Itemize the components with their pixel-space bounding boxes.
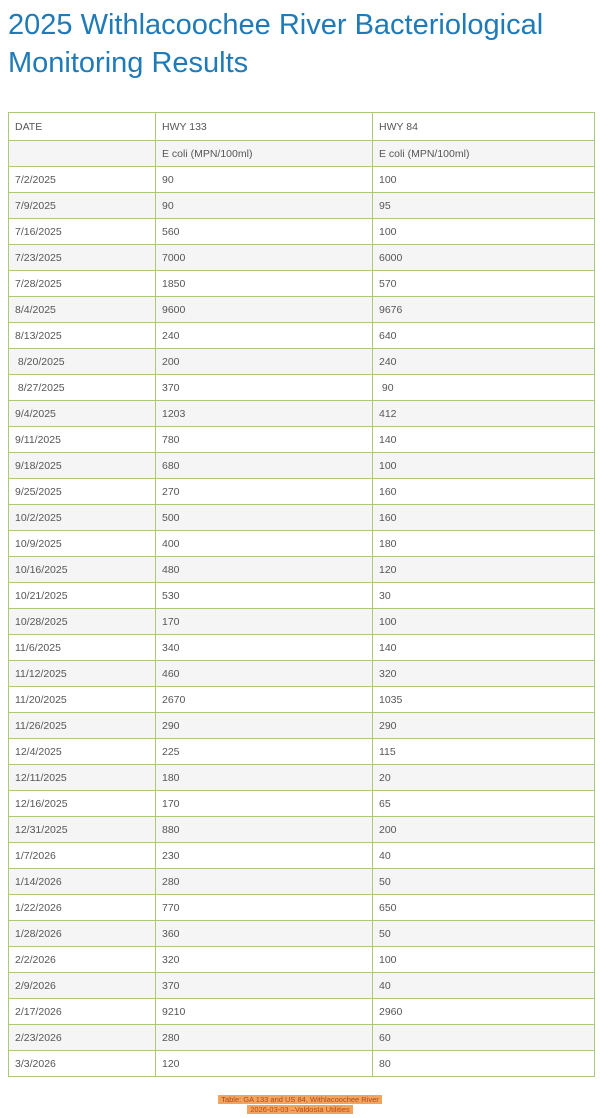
cell-hwy133-ecoli: 240 — [156, 323, 373, 349]
cell-hwy133-ecoli: 90 — [156, 193, 373, 219]
column-header-hwy133: HWY 133 — [156, 113, 373, 141]
cell-hwy133-ecoli: 170 — [156, 791, 373, 817]
table-row — [9, 557, 595, 583]
table-row — [9, 479, 595, 505]
table-caption-line1: Table: GA 133 and US 84, Withlacoochee River — [218, 1095, 382, 1104]
table-header-row — [9, 113, 595, 141]
table-row — [9, 1051, 595, 1077]
cell-hwy133-ecoli: 9600 — [156, 297, 373, 323]
table-row — [9, 167, 595, 193]
cell-hwy84-ecoli: 100 — [373, 167, 595, 193]
cell-hwy133-ecoli: 7000 — [156, 245, 373, 271]
cell-hwy84-ecoli: 1035 — [373, 687, 595, 713]
cell-hwy84-ecoli: 650 — [373, 895, 595, 921]
column-header-hwy84: HWY 84 — [373, 113, 595, 141]
cell-hwy133-ecoli: 770 — [156, 895, 373, 921]
cell-hwy133-ecoli: 180 — [156, 765, 373, 791]
table-row — [9, 505, 595, 531]
cell-hwy84-ecoli: 412 — [373, 401, 595, 427]
cell-hwy133-ecoli: 460 — [156, 661, 373, 687]
table-row — [9, 661, 595, 687]
cell-hwy133-ecoli: 680 — [156, 453, 373, 479]
table-body — [9, 167, 595, 1077]
cell-hwy133-ecoli: 280 — [156, 1025, 373, 1051]
table-row — [9, 193, 595, 219]
cell-hwy84-ecoli: 50 — [373, 921, 595, 947]
table-row — [9, 453, 595, 479]
cell-date: 7/16/2025 — [9, 219, 156, 245]
column-header-date: DATE — [9, 113, 156, 141]
cell-hwy133-ecoli: 1203 — [156, 401, 373, 427]
cell-hwy84-ecoli: 320 — [373, 661, 595, 687]
table-row — [9, 349, 595, 375]
cell-date: 9/18/2025 — [9, 453, 156, 479]
table-row — [9, 921, 595, 947]
cell-date: 1/7/2026 — [9, 843, 156, 869]
page-title-line2: Monitoring Results — [8, 47, 249, 79]
table-row — [9, 245, 595, 271]
cell-hwy133-ecoli: 360 — [156, 921, 373, 947]
cell-date: 8/13/2025 — [9, 323, 156, 349]
cell-hwy84-ecoli: 9676 — [373, 297, 595, 323]
cell-hwy84-ecoli: 140 — [373, 635, 595, 661]
cell-hwy84-ecoli: 160 — [373, 505, 595, 531]
table-row — [9, 817, 595, 843]
cell-date: 10/2/2025 — [9, 505, 156, 531]
cell-date: 9/25/2025 — [9, 479, 156, 505]
subheader-blank — [9, 141, 156, 167]
cell-date: 2/17/2026 — [9, 999, 156, 1025]
cell-date: 10/21/2025 — [9, 583, 156, 609]
cell-date: 2/23/2026 — [9, 1025, 156, 1051]
cell-date: 10/16/2025 — [9, 557, 156, 583]
cell-date: 7/28/2025 — [9, 271, 156, 297]
table-row — [9, 609, 595, 635]
cell-hwy84-ecoli: 570 — [373, 271, 595, 297]
table-row — [9, 1025, 595, 1051]
cell-hwy84-ecoli: 240 — [373, 349, 595, 375]
cell-hwy133-ecoli: 270 — [156, 479, 373, 505]
cell-hwy133-ecoli: 880 — [156, 817, 373, 843]
table-row — [9, 219, 595, 245]
cell-date: 7/2/2025 — [9, 167, 156, 193]
table-row — [9, 713, 595, 739]
cell-date: 7/9/2025 — [9, 193, 156, 219]
cell-date: 9/11/2025 — [9, 427, 156, 453]
cell-hwy84-ecoli: 60 — [373, 1025, 595, 1051]
cell-date: 8/27/2025 — [9, 375, 156, 401]
page-title — [8, 6, 600, 82]
cell-date: 9/4/2025 — [9, 401, 156, 427]
cell-date: 11/12/2025 — [9, 661, 156, 687]
cell-hwy133-ecoli: 340 — [156, 635, 373, 661]
cell-hwy133-ecoli: 530 — [156, 583, 373, 609]
cell-hwy84-ecoli: 640 — [373, 323, 595, 349]
table-caption-line2: 2026-03-03 –Valdosta Utilities — [247, 1105, 353, 1114]
cell-hwy133-ecoli: 225 — [156, 739, 373, 765]
cell-date: 12/11/2025 — [9, 765, 156, 791]
table-caption — [0, 1095, 600, 1115]
cell-hwy133-ecoli: 560 — [156, 219, 373, 245]
table-row — [9, 297, 595, 323]
cell-hwy133-ecoli: 400 — [156, 531, 373, 557]
cell-hwy84-ecoli: 200 — [373, 817, 595, 843]
cell-hwy133-ecoli: 2670 — [156, 687, 373, 713]
table-row — [9, 791, 595, 817]
table-row — [9, 427, 595, 453]
cell-hwy84-ecoli: 115 — [373, 739, 595, 765]
cell-date: 11/20/2025 — [9, 687, 156, 713]
cell-hwy84-ecoli: 2960 — [373, 999, 595, 1025]
cell-hwy133-ecoli: 9210 — [156, 999, 373, 1025]
cell-date: 1/28/2026 — [9, 921, 156, 947]
cell-date: 10/28/2025 — [9, 609, 156, 635]
table-row — [9, 375, 595, 401]
cell-hwy84-ecoli: 100 — [373, 219, 595, 245]
cell-hwy84-ecoli: 20 — [373, 765, 595, 791]
subheader-ecoli-hwy133: E coli (MPN/100ml) — [156, 141, 373, 167]
cell-hwy84-ecoli: 6000 — [373, 245, 595, 271]
cell-date: 7/23/2025 — [9, 245, 156, 271]
cell-hwy84-ecoli: 160 — [373, 479, 595, 505]
cell-hwy133-ecoli: 120 — [156, 1051, 373, 1077]
table-row — [9, 583, 595, 609]
cell-date: 12/16/2025 — [9, 791, 156, 817]
page-title-line1: 2025 Withlacoochee River Bacteriological — [8, 9, 544, 41]
cell-date: 8/20/2025 — [9, 349, 156, 375]
table-row — [9, 323, 595, 349]
cell-hwy84-ecoli: 100 — [373, 947, 595, 973]
table-row — [9, 271, 595, 297]
cell-date: 2/9/2026 — [9, 973, 156, 999]
cell-date: 12/31/2025 — [9, 817, 156, 843]
cell-date: 11/26/2025 — [9, 713, 156, 739]
cell-date: 2/2/2026 — [9, 947, 156, 973]
cell-hwy133-ecoli: 280 — [156, 869, 373, 895]
cell-hwy84-ecoli: 40 — [373, 973, 595, 999]
cell-hwy133-ecoli: 480 — [156, 557, 373, 583]
cell-hwy84-ecoli: 65 — [373, 791, 595, 817]
table-row — [9, 739, 595, 765]
cell-hwy133-ecoli: 780 — [156, 427, 373, 453]
table-row — [9, 765, 595, 791]
cell-hwy84-ecoli: 95 — [373, 193, 595, 219]
cell-date: 1/14/2026 — [9, 869, 156, 895]
cell-date: 1/22/2026 — [9, 895, 156, 921]
cell-hwy133-ecoli: 170 — [156, 609, 373, 635]
cell-hwy133-ecoli: 370 — [156, 973, 373, 999]
cell-hwy133-ecoli: 230 — [156, 843, 373, 869]
table-row — [9, 687, 595, 713]
table-row — [9, 635, 595, 661]
cell-hwy84-ecoli: 120 — [373, 557, 595, 583]
cell-hwy133-ecoli: 1850 — [156, 271, 373, 297]
cell-hwy84-ecoli: 50 — [373, 869, 595, 895]
cell-hwy84-ecoli: 90 — [373, 375, 595, 401]
cell-hwy84-ecoli: 80 — [373, 1051, 595, 1077]
cell-hwy84-ecoli: 30 — [373, 583, 595, 609]
cell-date: 3/3/2026 — [9, 1051, 156, 1077]
cell-hwy133-ecoli: 290 — [156, 713, 373, 739]
cell-hwy133-ecoli: 200 — [156, 349, 373, 375]
cell-date: 10/9/2025 — [9, 531, 156, 557]
cell-hwy84-ecoli: 290 — [373, 713, 595, 739]
table-row — [9, 869, 595, 895]
monitoring-results-table — [8, 112, 595, 1077]
table-row — [9, 843, 595, 869]
cell-hwy133-ecoli: 370 — [156, 375, 373, 401]
table-row — [9, 973, 595, 999]
table-row — [9, 895, 595, 921]
cell-hwy133-ecoli: 90 — [156, 167, 373, 193]
cell-hwy84-ecoli: 180 — [373, 531, 595, 557]
cell-hwy133-ecoli: 320 — [156, 947, 373, 973]
cell-date: 11/6/2025 — [9, 635, 156, 661]
cell-date: 12/4/2025 — [9, 739, 156, 765]
cell-hwy133-ecoli: 500 — [156, 505, 373, 531]
subheader-ecoli-hwy84: E coli (MPN/100ml) — [373, 141, 595, 167]
table-row — [9, 947, 595, 973]
table-row — [9, 531, 595, 557]
cell-hwy84-ecoli: 140 — [373, 427, 595, 453]
cell-hwy84-ecoli: 100 — [373, 609, 595, 635]
cell-date: 8/4/2025 — [9, 297, 156, 323]
table-row — [9, 401, 595, 427]
table-row — [9, 999, 595, 1025]
table-subheader-row — [9, 141, 595, 167]
cell-hwy84-ecoli: 40 — [373, 843, 595, 869]
cell-hwy84-ecoli: 100 — [373, 453, 595, 479]
